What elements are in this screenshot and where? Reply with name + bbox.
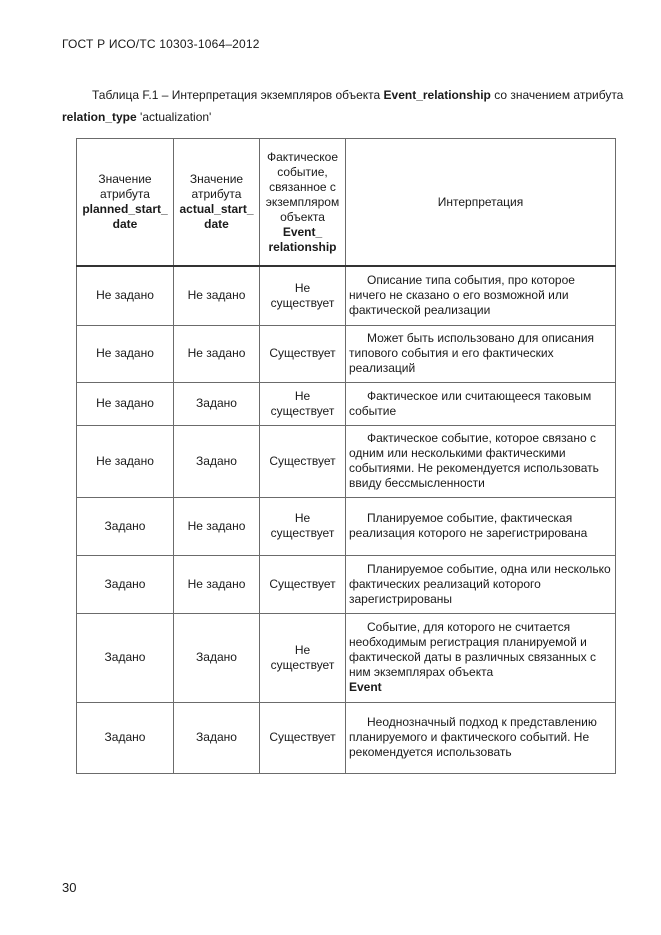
interpretation-text: Событие, для которого не считается необходимым регистрация планируемой и фактической даты в различных связанных с ним экземплярах объекта bbox=[349, 620, 596, 679]
interpretation-text: Может быть использовано для описания типового события и его фактических реализаций bbox=[349, 331, 595, 375]
document-header: ГОСТ Р ИСО/ТС 10303-1064–2012 bbox=[62, 37, 260, 51]
cell-event: Не существует bbox=[260, 613, 346, 702]
cell-event: Не существует bbox=[260, 382, 346, 425]
interpretation-entity: Event bbox=[349, 680, 382, 694]
interpretation-text: Неоднозначный подход к представлению планируемого и фактического событий. Не рекомендуется использовать bbox=[349, 715, 597, 759]
cell-actual: Задано bbox=[174, 382, 260, 425]
header-attr-name: planned_start_ date bbox=[82, 202, 168, 231]
cell-interpretation bbox=[346, 325, 616, 382]
caption-attribute: relation_type bbox=[62, 110, 137, 124]
cell-interpretation bbox=[346, 555, 616, 613]
interpretation-text: Описание типа события, про которое ничего не сказано о его возможной или фактической реализации bbox=[349, 273, 575, 318]
cell-actual: Не задано bbox=[174, 497, 260, 555]
cell-interpretation bbox=[346, 702, 616, 773]
header-text: Фактическое событие, связанное с экземпляром объекта bbox=[265, 149, 340, 224]
cell-interpretation bbox=[346, 425, 616, 497]
caption-entity: Event_relationship bbox=[383, 88, 491, 102]
cell-event: Не существует bbox=[260, 497, 346, 555]
cell-event: Существует bbox=[260, 702, 346, 773]
header-actual-start-date bbox=[174, 139, 260, 267]
table-row bbox=[77, 425, 616, 497]
cell-event: Существует bbox=[260, 325, 346, 382]
cell-actual: Задано bbox=[174, 702, 260, 773]
table-row bbox=[77, 497, 616, 555]
cell-planned: Задано bbox=[77, 613, 174, 702]
cell-planned: Не задано bbox=[77, 425, 174, 497]
cell-planned: Не задано bbox=[77, 382, 174, 425]
interpretation-text: Фактическое или считающееся таковым событие bbox=[349, 388, 592, 418]
cell-planned: Не задано bbox=[77, 266, 174, 325]
cell-actual: Не задано bbox=[174, 266, 260, 325]
table-caption bbox=[62, 84, 634, 128]
table-row bbox=[77, 266, 616, 325]
interpretation-table bbox=[76, 138, 616, 774]
cell-interpretation bbox=[346, 497, 616, 555]
header-interpretation: Интерпретация bbox=[346, 139, 616, 267]
cell-actual: Не задано bbox=[174, 555, 260, 613]
cell-actual: Задано bbox=[174, 425, 260, 497]
header-actual-event bbox=[260, 139, 346, 267]
table-header-row bbox=[77, 139, 616, 267]
caption-prefix: Таблица F.1 – Интерпретация экземпляров объекта bbox=[92, 88, 384, 102]
header-text: Значение атрибута bbox=[189, 172, 244, 201]
cell-actual: Не задано bbox=[174, 325, 260, 382]
cell-interpretation bbox=[346, 613, 616, 702]
interpretation-text: Планируемое событие, одна или несколько фактических реализаций которого зарегистрированы bbox=[349, 561, 611, 606]
cell-event: Не существует bbox=[260, 266, 346, 325]
interpretation-text: Фактическое событие, которое связано с одним или несколькими фактическими событиями. Не рекомендуется использовать ввиду бессмысленности bbox=[349, 431, 599, 490]
table-row bbox=[77, 555, 616, 613]
interpretation-text: Планируемое событие, фактическая реализация которого не зарегистрирована bbox=[349, 511, 588, 540]
caption-value: 'actualization' bbox=[136, 110, 212, 124]
cell-actual: Задано bbox=[174, 613, 260, 702]
page-number: 30 bbox=[62, 880, 77, 895]
caption-middle: со значением атрибута bbox=[490, 88, 624, 102]
header-entity-name: Event_ relationship bbox=[268, 224, 337, 254]
cell-planned: Задано bbox=[77, 497, 174, 555]
table-row bbox=[77, 613, 616, 702]
table-row bbox=[77, 325, 616, 382]
cell-interpretation bbox=[346, 382, 616, 425]
header-attr-name: actual_start_ date bbox=[179, 202, 254, 231]
cell-event: Существует bbox=[260, 555, 346, 613]
cell-event: Существует bbox=[260, 425, 346, 497]
table-row bbox=[77, 382, 616, 425]
cell-planned: Не задано bbox=[77, 325, 174, 382]
table-row bbox=[77, 702, 616, 773]
cell-planned: Задано bbox=[77, 702, 174, 773]
header-planned-start-date bbox=[77, 139, 174, 267]
cell-interpretation bbox=[346, 266, 616, 325]
header-text: Значение атрибута bbox=[98, 172, 152, 201]
cell-planned: Задано bbox=[77, 555, 174, 613]
